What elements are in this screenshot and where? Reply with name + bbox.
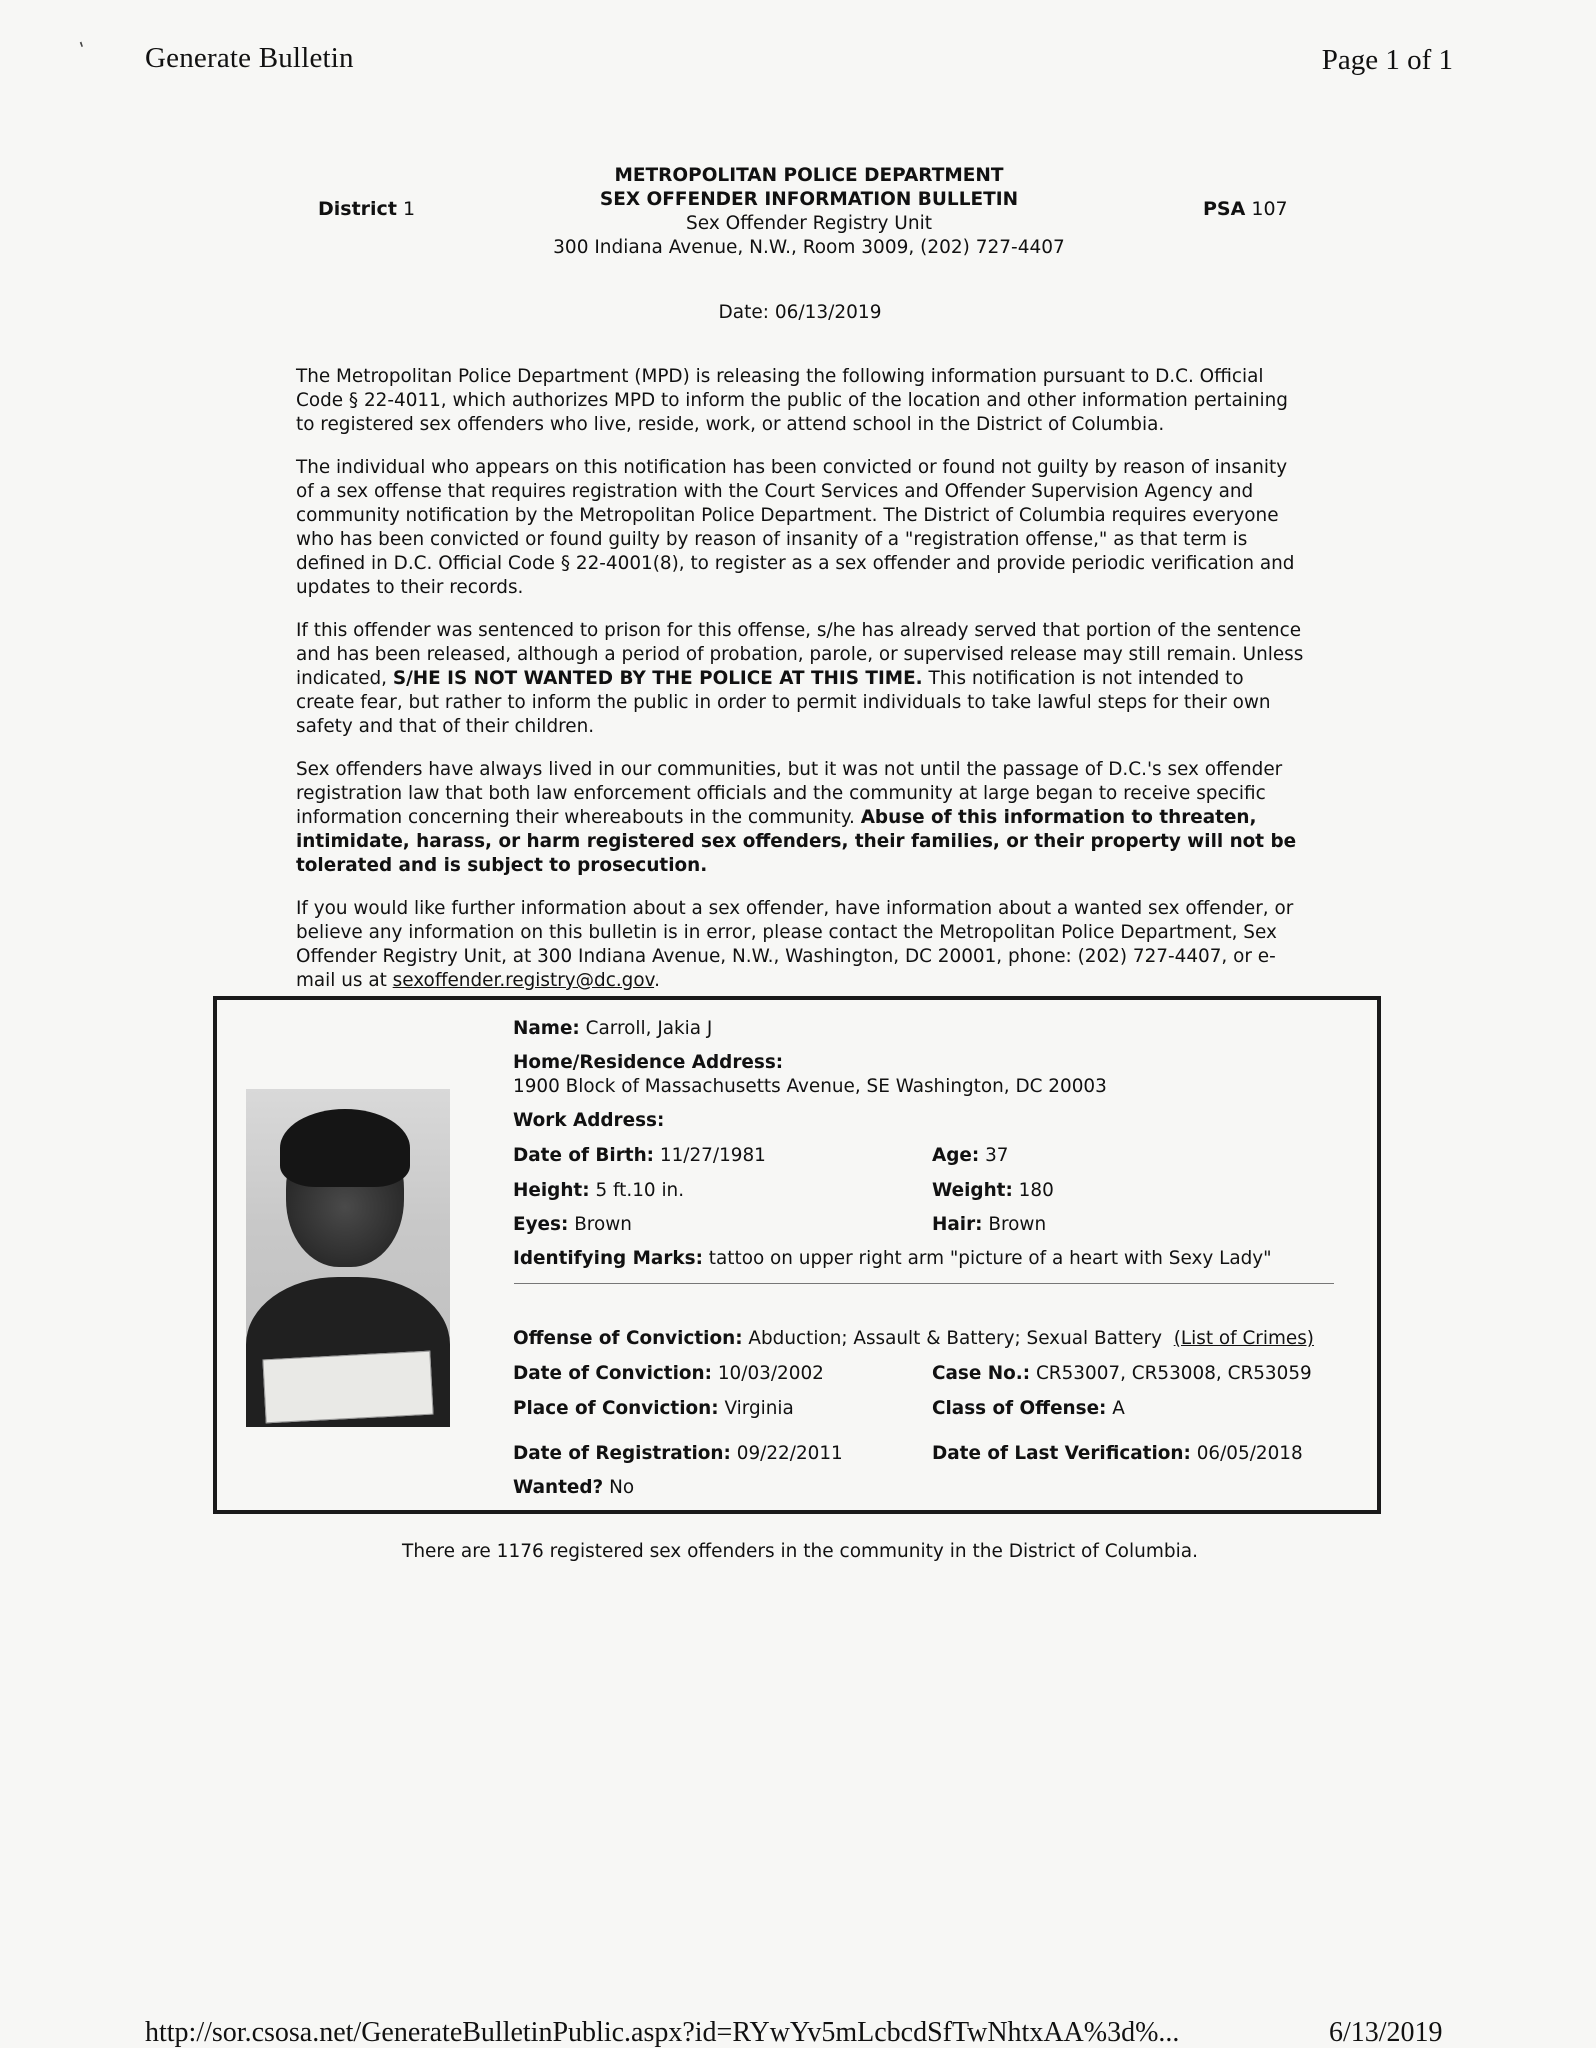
- registration-date-field: Date of Registration: 09/22/2011: [513, 1443, 843, 1464]
- eyes-field: Eyes: Brown: [513, 1214, 632, 1235]
- district-value: 1: [402, 198, 416, 220]
- home-address-label: Home/Residence Address:: [513, 1052, 784, 1073]
- print-footer-url: http://sor.csosa.net/GenerateBulletinPublic.aspx?id=RYwYv5mLcbcdSfTwNhtxAA%3d%...: [145, 2017, 1180, 2048]
- conviction-place-field: Place of Conviction: Virginia: [513, 1398, 794, 1419]
- offense-field: Offense of Conviction: Abduction; Assault & Battery; Sexual Battery (List of Crimes): [513, 1328, 1314, 1349]
- department-title: METROPOLITAN POLICE DEPARTMENT: [614, 165, 1004, 186]
- offense-class-field: Class of Offense: A: [932, 1398, 1125, 1419]
- bulletin-title: SEX OFFENDER INFORMATION BULLETIN: [599, 189, 1019, 210]
- scan-mark: ʹ: [76, 38, 94, 62]
- p5-text-b: .: [654, 970, 660, 991]
- identifying-marks-field: Identifying Marks: tattoo on upper right arm "picture of a heart with Sexy Lady": [513, 1248, 1272, 1269]
- offender-count: There are 1176 registered sex offenders in the community in the District of Columbia.: [402, 1541, 1198, 1562]
- masthead: [0, 164, 1596, 260]
- offender-record: [213, 996, 1381, 1514]
- paragraph-registration: The individual who appears on this notification has been convicted or found not guilty by reason of insanity of a sex offense that requires registration with the Court Services and Offender Supervision Agency and community notification by the Metropolitan Police Department. The District of Columbia requires everyone who has been convicted or found guilty by reason of insanity of a "registration offense," as that term is defined in D.C. Official Code § 22-4001(8), to register as a sex offender and provide periodic verification and updates to their records.: [296, 457, 1295, 598]
- p4-text-a: Sex offenders have always lived in our communities, but it was not until the passage of D.C.'s sex offender registration law that both law enforcement officials and the community at large began to receive specific information concerning their whereabouts in the community.: [296, 759, 1283, 828]
- print-header-page-number: Page 1 of 1: [1321, 44, 1453, 76]
- offender-name: Carroll, Jakia J: [585, 1018, 713, 1039]
- unit-name: Sex Offender Registry Unit: [686, 213, 932, 234]
- district-label: District: [318, 198, 397, 220]
- weight-field: Weight: 180: [932, 1180, 1054, 1201]
- p5-text-a: If you would like further information about a sex offender, have information about a wanted sex offender, or believe any information on this bulletin is in error, please contact the Metropolitan Police Department, Sex Offender Registry Unit, at 300 Indiana Avenue, N.W., Washington, DC 20001, phone: (202) 727-4407, or e-mail us at: [296, 898, 1294, 991]
- case-number-field: Case No.: CR53007, CR53008, CR53059: [932, 1363, 1312, 1384]
- not-wanted-notice: S/HE IS NOT WANTED BY THE POLICE AT THIS TIME.: [392, 668, 923, 689]
- abuse-warning: Abuse of this information to threaten, intimidate, harass, or harm registered sex offenders, their families, or their property will not be tolerated and is subject to prosecution.: [296, 807, 1297, 876]
- age-field: Age: 37: [932, 1145, 1009, 1166]
- bulletin-date: Date: 06/13/2019: [718, 302, 882, 323]
- name-field: Name: Carroll, Jakia J: [513, 1018, 713, 1039]
- bulletin-body: [296, 365, 1304, 1012]
- p3-text-a: If this offender was sentenced to prison for this offense, s/he has already served that portion of the sentence and has been released, although a period of probation, parole, or supervised release may still remain. Unless indicated,: [296, 620, 1304, 689]
- psa-label: PSA: [1203, 198, 1246, 220]
- section-divider: [514, 1283, 1334, 1284]
- dob-field: Date of Birth: 11/27/1981: [513, 1145, 766, 1166]
- paragraph-contact: [296, 897, 1304, 993]
- verification-date-field: Date of Last Verification: 06/05/2018: [932, 1443, 1303, 1464]
- registry-email-link[interactable]: sexoffender.registry@dc.gov: [392, 970, 655, 991]
- psa-value: 107: [1251, 198, 1288, 220]
- list-of-crimes-link[interactable]: (List of Crimes): [1173, 1328, 1314, 1349]
- print-footer-date: 6/13/2019: [1329, 2017, 1443, 2048]
- wanted-field: Wanted? No: [513, 1477, 635, 1498]
- paragraph-abuse-warning: [296, 758, 1304, 878]
- work-address-label: Work Address:: [513, 1110, 665, 1131]
- unit-address: 300 Indiana Avenue, N.W., Room 3009, (202) 727-4407: [553, 237, 1065, 258]
- home-address-value: 1900 Block of Massachusetts Avenue, SE Washington, DC 20003: [513, 1076, 1107, 1097]
- conviction-date-field: Date of Conviction: 10/03/2002: [513, 1363, 824, 1384]
- height-field: Height: 5 ft.10 in.: [513, 1180, 685, 1201]
- record-fields: [217, 1000, 1377, 1510]
- p3-text-b: This notification is not intended to create fear, but rather to inform the public in order to permit individuals to take lawful steps for their own safety and that of their children.: [296, 668, 1271, 737]
- print-header-title: Generate Bulletin: [145, 42, 354, 74]
- hair-field: Hair: Brown: [932, 1214, 1047, 1235]
- paragraph-authority: The Metropolitan Police Department (MPD) is releasing the following information pursuant to D.C. Official Code § 22-4011, which authorizes MPD to inform the public of the location and other information pertaining to registered sex offenders who live, reside, work, or attend school in the District of Columbia.: [296, 366, 1288, 435]
- paragraph-not-wanted: [296, 619, 1304, 739]
